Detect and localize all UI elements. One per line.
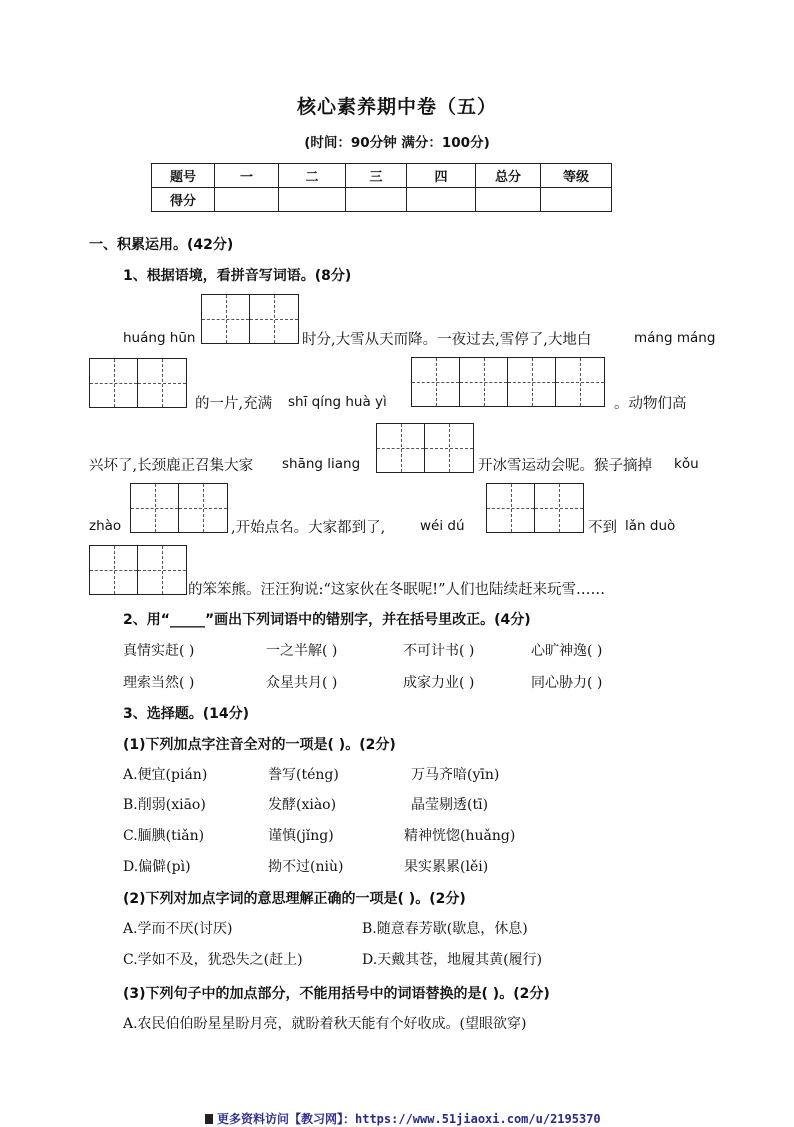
exam-info: (时间：90分钟 满分：100分) <box>304 135 490 151</box>
section-1-heading: 一、积累运用。(42分) <box>89 237 234 253</box>
tian-zi-cell[interactable] <box>179 484 227 532</box>
table-cell: 四 <box>407 164 476 188</box>
passage-text: 不到 <box>588 520 617 536</box>
typo-item[interactable]: 理索当然( ) <box>123 675 195 691</box>
choice-a[interactable]: A.学而不厌(讨厌) <box>123 921 233 937</box>
tian-zi-cell[interactable] <box>460 358 508 406</box>
score-table-score-row <box>152 188 612 212</box>
passage-text: 开冰雪运动会呢。猴子摘掉 <box>478 458 652 474</box>
sub-question-3-prompt: (3)下列句子中的加点部分，不能用括号中的词语替换的是( )。(2分) <box>123 986 550 1002</box>
question-3-prompt: 3、选择题。(14分) <box>123 706 250 722</box>
choice-d[interactable]: D.偏僻(pì) <box>123 859 191 875</box>
writing-grid[interactable] <box>376 423 474 473</box>
writing-grid[interactable] <box>486 483 584 533</box>
pinyin-prompt: shī qíng huà yì <box>288 394 387 410</box>
sub-question-1-prompt: (1)下列加点字注音全对的一项是( )。(2分) <box>123 737 396 753</box>
writing-grid[interactable] <box>89 545 187 595</box>
pinyin-prompt: huáng hūn <box>123 330 196 346</box>
tian-zi-cell[interactable] <box>250 295 298 343</box>
tian-zi-cell[interactable] <box>425 424 473 472</box>
score-input-cell[interactable] <box>407 188 476 212</box>
score-table <box>151 163 612 212</box>
score-input-cell[interactable] <box>476 188 541 212</box>
choice-c: 精神恍惚(huǎng) <box>404 828 516 844</box>
pinyin-prompt: wéi dú <box>420 518 465 534</box>
passage-text: 兴坏了,长颈鹿正召集大家 <box>89 458 254 474</box>
tian-zi-cell[interactable] <box>90 546 138 594</box>
tian-zi-cell[interactable] <box>138 546 186 594</box>
passage-text: 的笨笨熊。汪汪狗说:“这家伙在冬眠呢!”人们也陆续赶来玩雪…… <box>188 582 606 598</box>
tian-zi-cell[interactable] <box>412 358 460 406</box>
passage-text: 时分,大雪从天而降。一夜过去,雪停了,大地白 <box>302 332 592 348</box>
choice-c[interactable]: C.学如不及，犹恐失之(赶上) <box>123 952 303 968</box>
choice-b[interactable]: B.削弱(xiāo) <box>123 797 206 813</box>
tian-zi-cell[interactable] <box>556 358 604 406</box>
footer <box>205 1110 601 1127</box>
writing-grid[interactable] <box>201 294 299 344</box>
score-table-header-row <box>152 164 612 188</box>
pinyin-prompt: máng máng <box>634 330 716 346</box>
typo-item[interactable]: 同心胁力( ) <box>531 675 603 691</box>
choice-a[interactable]: A.农民伯伯盼星星盼月亮，就盼着秋天能有个好收成。(望眼欲穿) <box>123 1016 527 1032</box>
choice-b: 发酵(xiào) <box>268 797 337 813</box>
sub-question-2-prompt: (2)下列对加点字词的意思理解正确的一项是( )。(2分) <box>123 891 466 907</box>
pinyin-prompt: kǒu <box>674 456 699 472</box>
typo-item[interactable]: 真情实赶( ) <box>123 643 195 659</box>
pinyin-prompt: shāng liang <box>282 456 361 472</box>
table-cell: 二 <box>279 164 346 188</box>
choice-b: 晶莹剔透(tī) <box>411 797 489 813</box>
tian-zi-cell[interactable] <box>487 484 535 532</box>
pinyin-prompt: zhào <box>89 518 122 534</box>
tian-zi-cell[interactable] <box>138 359 186 407</box>
typo-item[interactable]: 不可计书( ) <box>403 643 475 659</box>
choice-a[interactable]: A.便宜(pián) <box>123 767 208 783</box>
score-input-cell[interactable] <box>279 188 346 212</box>
choice-b[interactable]: B.随意春芳歇(歇息，休息) <box>362 921 528 937</box>
table-cell: 得分 <box>152 188 215 212</box>
passage-text: 的一片,充满 <box>195 396 273 412</box>
writing-grid[interactable] <box>411 357 605 407</box>
passage-text: ,开始点名。大家都到了, <box>231 520 386 536</box>
choice-d: 拗不过(niù) <box>268 859 344 875</box>
score-input-cell[interactable] <box>215 188 279 212</box>
flag-icon <box>205 1114 213 1124</box>
table-cell: 题号 <box>152 164 215 188</box>
tian-zi-cell[interactable] <box>535 484 583 532</box>
pinyin-prompt: lǎn duò <box>625 518 676 534</box>
tian-zi-cell[interactable] <box>377 424 425 472</box>
score-input-cell[interactable] <box>541 188 612 212</box>
tian-zi-cell[interactable] <box>131 484 179 532</box>
tian-zi-cell[interactable] <box>90 359 138 407</box>
writing-grid[interactable] <box>89 358 187 408</box>
table-cell: 总分 <box>476 164 541 188</box>
footer-link[interactable]: 更多资料访问【教习网】：https://www.51jiaoxi.com/u/2195370 <box>217 1112 601 1126</box>
choice-c: 谨慎(jǐng) <box>268 828 334 844</box>
choice-d: 果实累累(lěi) <box>404 859 489 875</box>
typo-item[interactable]: 一之半解( ) <box>266 643 338 659</box>
typo-item[interactable]: 众星共月( ) <box>266 675 338 691</box>
writing-grid[interactable] <box>130 483 228 533</box>
table-cell: 三 <box>346 164 407 188</box>
choice-d[interactable]: D.天戴其苍，地履其黄(履行) <box>362 952 543 968</box>
tian-zi-cell[interactable] <box>508 358 556 406</box>
typo-item[interactable]: 心旷神逸( ) <box>531 643 603 659</box>
page-title: 核心素养期中卷（五） <box>296 96 497 118</box>
question-2-prompt: 2、用“_____”画出下列词语中的错别字，并在括号里改正。(4分) <box>123 612 531 628</box>
tian-zi-cell[interactable] <box>202 295 250 343</box>
choice-a: 万马齐喑(yīn) <box>411 767 500 783</box>
question-1-prompt: 1、根据语境，看拼音写词语。(8分) <box>123 268 352 284</box>
table-cell: 等级 <box>541 164 612 188</box>
choice-c[interactable]: C.腼腆(tiǎn) <box>123 828 205 844</box>
passage-text: 。动物们高 <box>614 396 687 412</box>
typo-item[interactable]: 成家力业( ) <box>403 675 475 691</box>
choice-a: 誊写(téng) <box>268 767 339 783</box>
table-cell: 一 <box>215 164 279 188</box>
score-input-cell[interactable] <box>346 188 407 212</box>
